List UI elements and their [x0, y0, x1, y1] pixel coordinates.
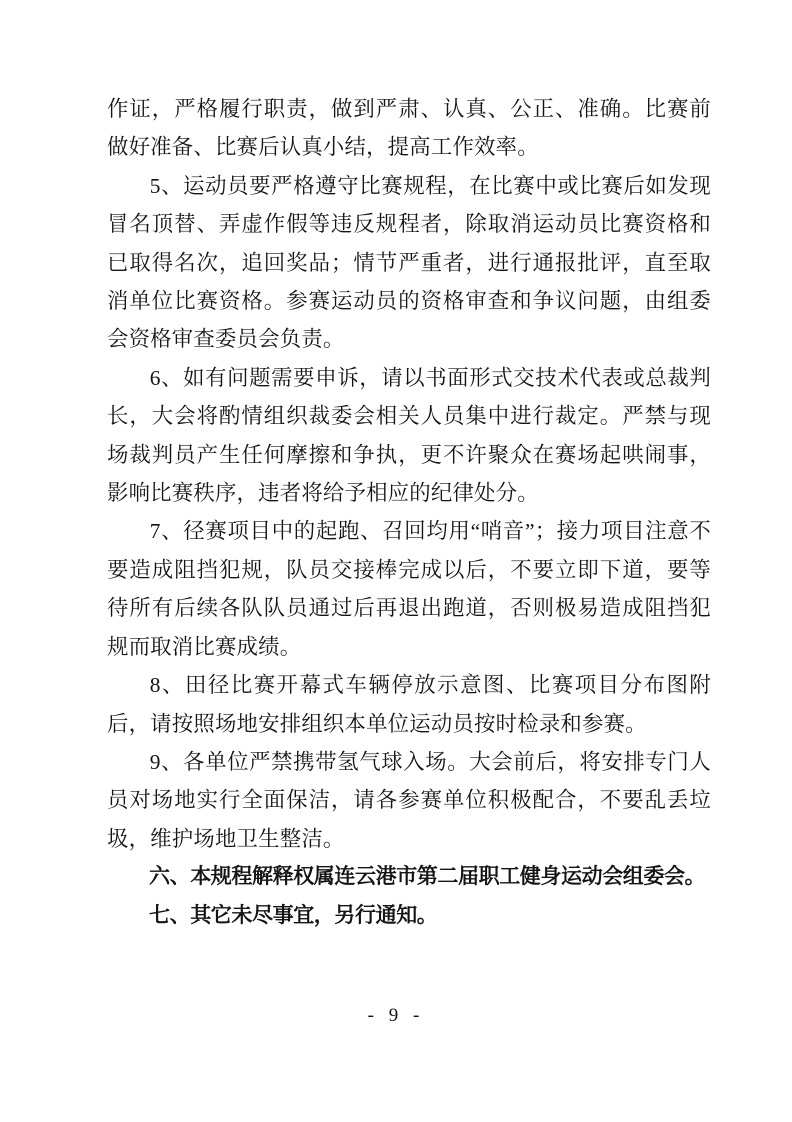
page-number: - 9 - — [367, 1005, 425, 1026]
paragraph-item-5: 5、运动员要严格遵守比赛规程，在比赛中或比赛后如发现冒名顶替、弄虚作假等违反规程者，除取消运动员比赛资格和已取得名次，追回奖品；情节严重者，进行通报批评，直至取消单位比赛资格。参赛运动员的资格审查和争议问题，由组委会资格审查委员会负责。 — [107, 173, 711, 352]
paragraph-section-6: 六、本规程解释权属连云港市第二届职工健身运动会组委会。 — [149, 865, 706, 889]
paragraph-item-9: 9、各单位严禁携带氢气球入场。大会前后，将安排专门人员对场地实行全面保洁，请各参赛单位积极配合，不要乱丢垃圾，维护场地卫生整洁。 — [107, 749, 711, 851]
paragraph-item-7: 7、径赛项目中的起跑、召回均用“哨音”；接力项目注意不要造成阻挡犯规，队员交接棒完成以后，不要立即下道，要等待所有后续各队队员通过后再退出跑道，否则极易造成阻挡犯规而取消比赛成绩。 — [107, 519, 711, 659]
paragraph-section-7: 七、其它未尽事宜，另行通知。 — [149, 903, 438, 927]
paragraph-continuation: 作证，严格履行职责，做到严肃、认真、公正、准确。比赛前做好准备、比赛后认真小结，提高工作效率。 — [107, 97, 711, 160]
paragraph-item-8: 8、田径比赛开幕式车辆停放示意图、比赛项目分布图附后，请按照场地安排组织本单位运动员按时检录和参赛。 — [107, 673, 711, 736]
document-body — [107, 90, 711, 935]
paragraph-item-6: 6、如有问题需要申诉，请以书面形式交技术代表或总裁判长，大会将酌情组织裁委会相关人员集中进行裁定。严禁与现场裁判员产生任何摩擦和争执，更不许聚众在赛场起哄闹事，影响比赛秩序，违者将给予相应的纪律处分。 — [107, 365, 711, 506]
